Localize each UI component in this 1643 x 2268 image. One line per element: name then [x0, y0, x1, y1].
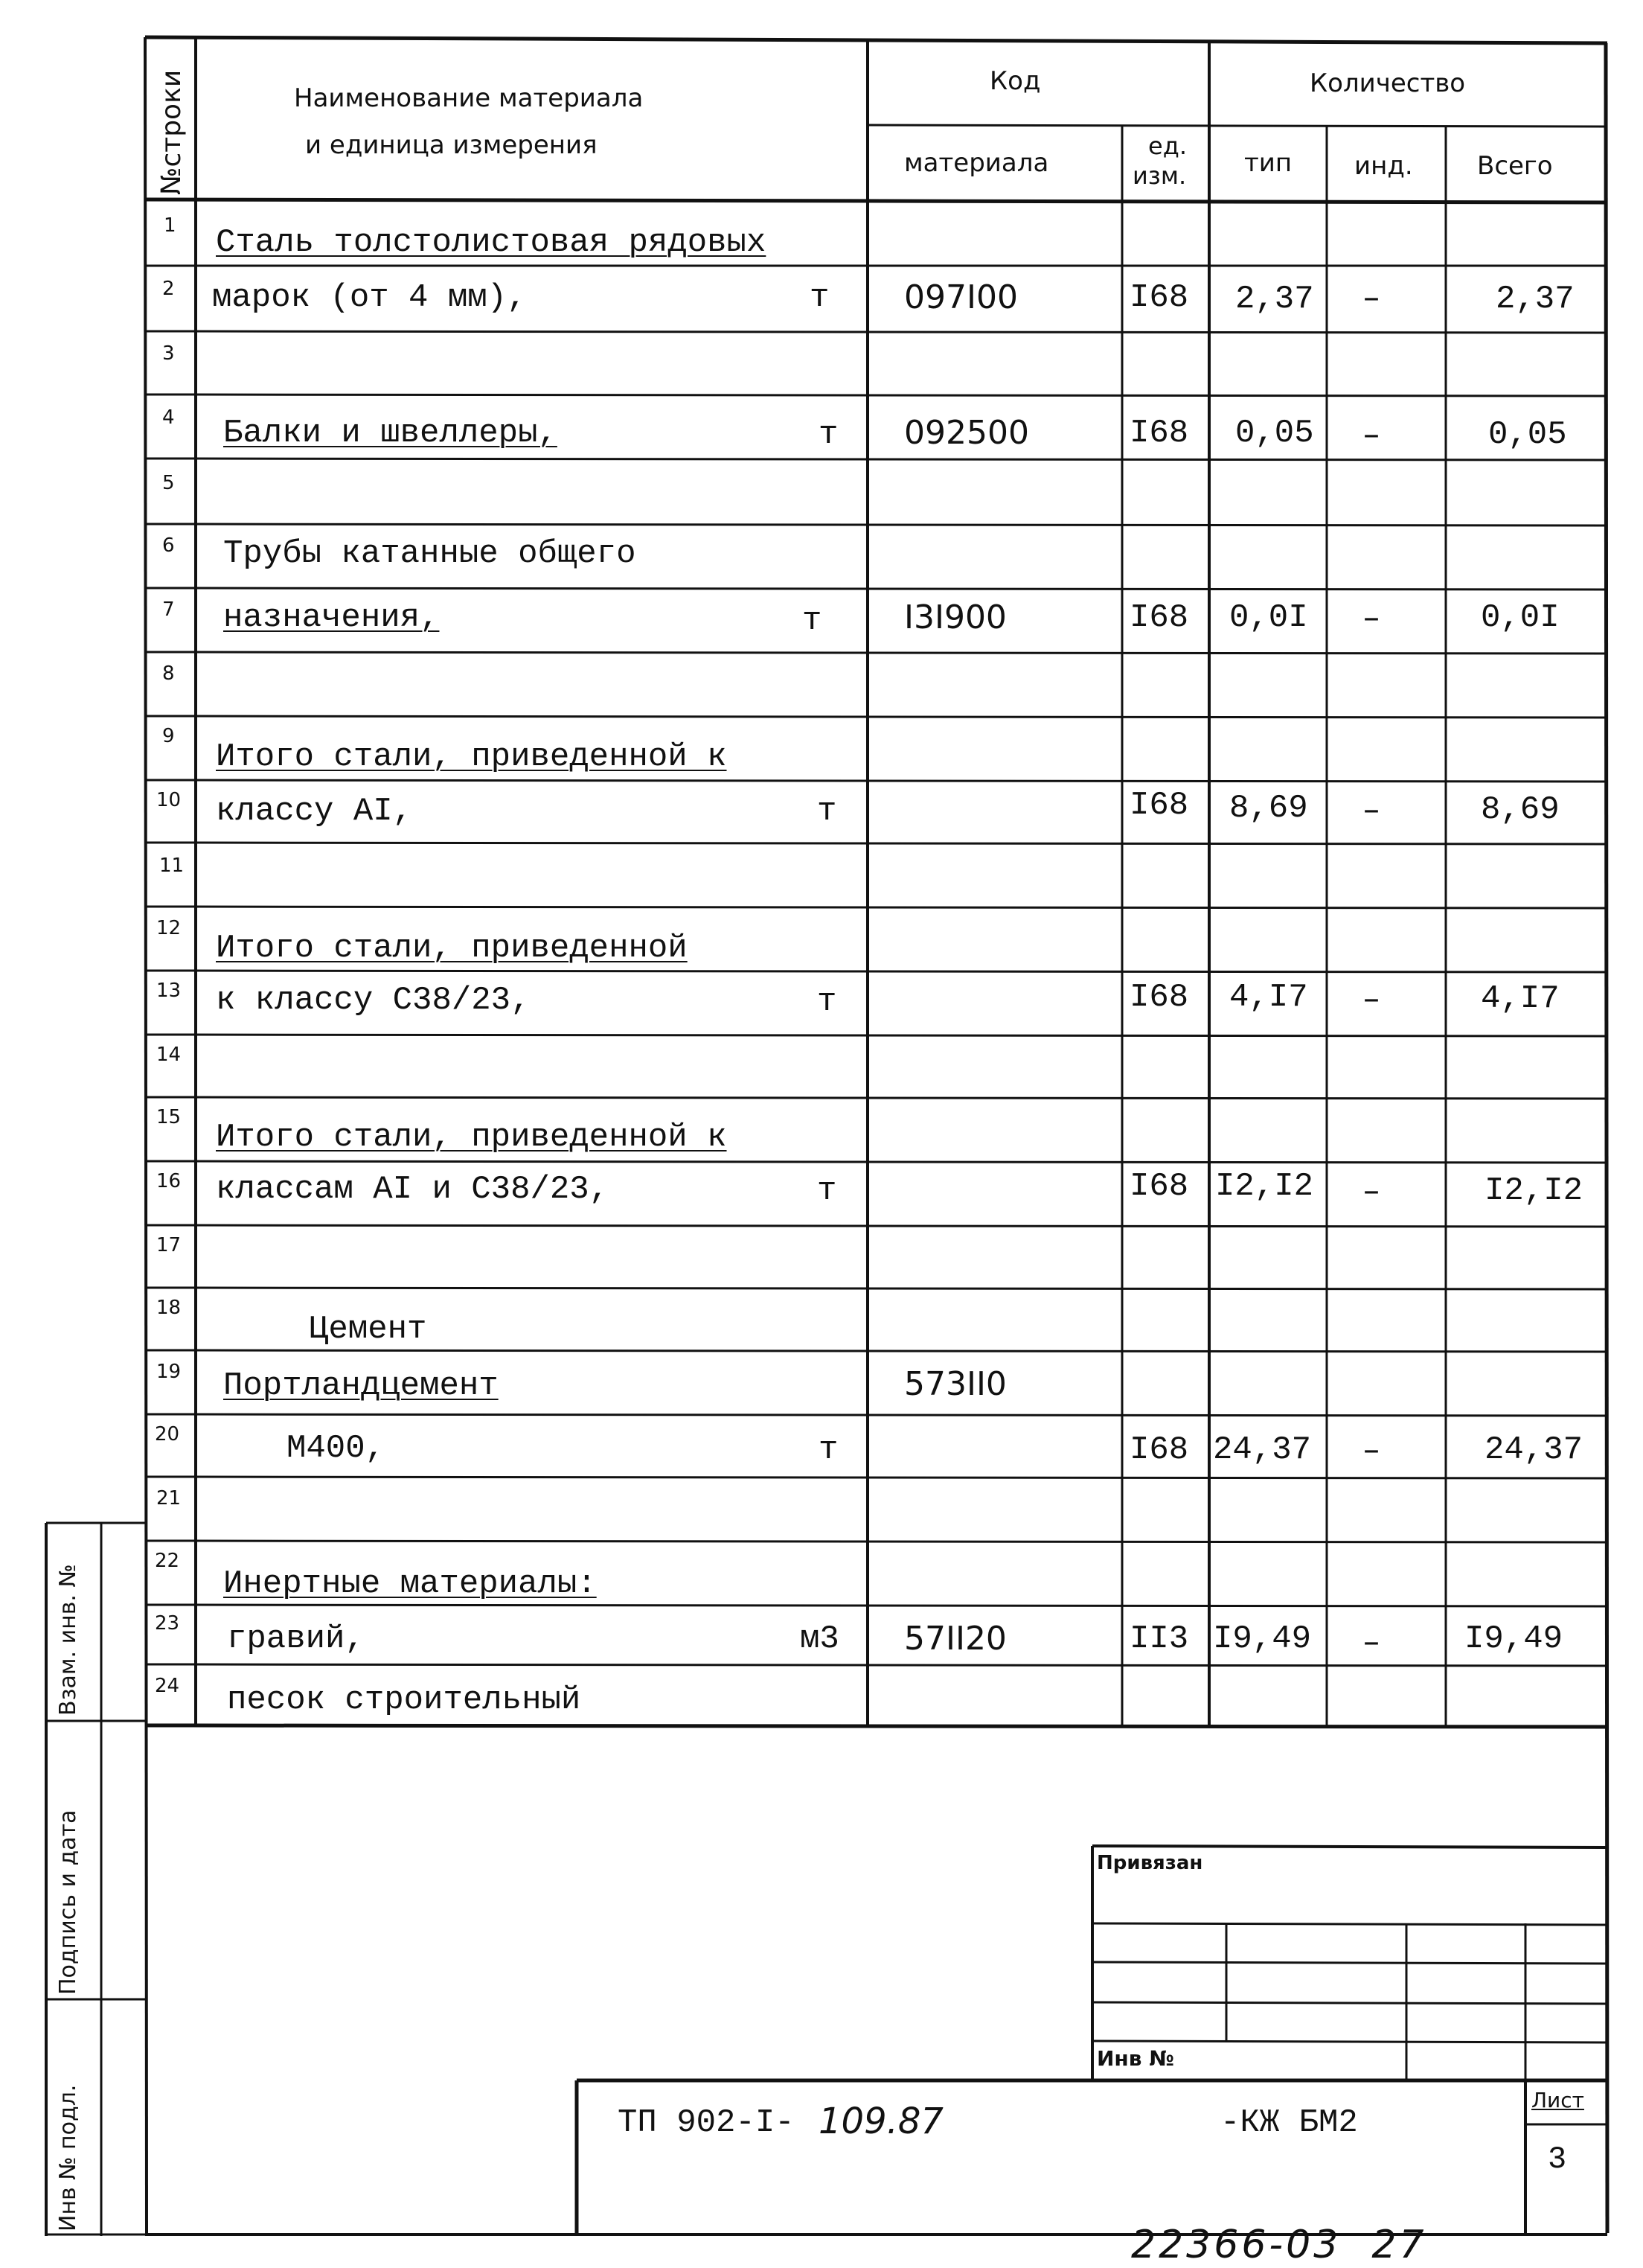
row-number: 6 — [162, 534, 175, 557]
privyazan-label: Привязан — [1097, 1852, 1203, 1874]
header-code-unit-2: изм. — [1133, 162, 1187, 190]
header-code-group: Код — [990, 66, 1041, 96]
qty-ind: – — [1363, 1431, 1380, 1469]
unit-code: II3 — [1130, 1620, 1189, 1658]
material-name: к классу С38/23, — [216, 982, 531, 1019]
unit-mark: т — [810, 279, 830, 316]
material-name: Итого стали, приведенной — [216, 930, 688, 967]
material-name: марок (от 4 мм), — [212, 279, 527, 316]
qty-typ: I2,I2 — [1215, 1168, 1314, 1205]
qty-total: 24,37 — [1485, 1431, 1583, 1469]
qty-typ: I9,49 — [1213, 1620, 1312, 1658]
material-code: 57II20 — [904, 1620, 1007, 1658]
row-number: 14 — [156, 1044, 182, 1066]
qty-ind: – — [1363, 980, 1380, 1018]
row-number: 18 — [156, 1297, 182, 1319]
unit-code: I68 — [1130, 279, 1189, 316]
qty-ind: – — [1363, 598, 1380, 636]
unit-mark: т — [819, 416, 839, 453]
archive-number: 22366-03 27 — [1131, 2223, 1427, 2267]
row-number: 15 — [156, 1106, 182, 1128]
row-number: 11 — [159, 855, 185, 877]
row-number: 20 — [155, 1423, 180, 1446]
row-number: 7 — [162, 598, 175, 621]
qty-typ: 0,0I — [1229, 599, 1308, 636]
material-name: классу AI, — [216, 793, 413, 830]
material-name: Инертные материалы: — [223, 1565, 597, 1603]
unit-code: I68 — [1130, 1168, 1189, 1205]
qty-total: I2,I2 — [1485, 1172, 1583, 1210]
qty-total: I9,49 — [1464, 1620, 1563, 1658]
material-code: 573II0 — [904, 1365, 1007, 1403]
row-number: 24 — [155, 1675, 180, 1697]
unit-mark: т — [802, 602, 822, 639]
unit-mark: т — [817, 983, 837, 1020]
row-number: 1 — [164, 214, 176, 237]
qty-total: 2,37 — [1496, 281, 1575, 318]
qty-ind: – — [1363, 278, 1380, 316]
qty-ind: – — [1363, 1623, 1380, 1661]
doc-suffix: -КЖ БМ2 — [1220, 2104, 1358, 2141]
unit-code: I68 — [1130, 979, 1189, 1016]
header-qty-total: Всего — [1477, 151, 1553, 181]
row-number: 10 — [156, 789, 182, 811]
stamp-inv-podl: Инв № подл. — [55, 2084, 81, 2232]
material-code: I3I900 — [904, 598, 1007, 636]
sheet-number: 3 — [1548, 2141, 1567, 2177]
header-row-number: №строки — [156, 69, 187, 195]
stamp-vzam-inv: Взам. инв. № — [55, 1564, 81, 1716]
row-number: 19 — [156, 1361, 182, 1383]
stamp-podpis-data: Подпись и дата — [55, 1809, 81, 1995]
sheet-label: Лист — [1531, 2088, 1584, 2112]
qty-typ: 24,37 — [1213, 1431, 1312, 1469]
qty-ind: – — [1363, 415, 1380, 453]
unit-code: I68 — [1130, 1431, 1189, 1469]
row-number: 17 — [156, 1234, 182, 1256]
qty-total: 0,0I — [1481, 599, 1560, 636]
row-number: 4 — [162, 406, 175, 429]
unit-code: I68 — [1130, 599, 1189, 636]
unit-mark: т — [817, 793, 837, 830]
material-name: Трубы катанные общего — [223, 535, 636, 572]
qty-ind: – — [1363, 790, 1380, 828]
qty-total: 8,69 — [1481, 791, 1560, 828]
qty-total: 4,I7 — [1481, 980, 1560, 1018]
unit-code: I68 — [1130, 787, 1189, 824]
material-name: назначения, — [223, 599, 440, 636]
row-number: 2 — [162, 278, 175, 300]
material-name: гравий, — [227, 1620, 365, 1658]
material-name: Портландцемент — [223, 1367, 499, 1405]
material-name: Итого стали, приведенной к — [216, 738, 727, 776]
unit-mark: м3 — [800, 1620, 839, 1658]
unit-mark: т — [819, 1431, 839, 1469]
qty-total: 0,05 — [1488, 416, 1567, 453]
header-code-unit-1: ед. — [1148, 132, 1187, 160]
material-code: 092500 — [904, 414, 1029, 452]
material-name: Итого стали, приведенной к — [216, 1119, 727, 1156]
material-name: М400, — [286, 1430, 385, 1467]
header-name-line1: Наименование материала — [294, 83, 644, 113]
row-number: 21 — [156, 1487, 182, 1510]
doc-code-number: 109.87 — [819, 2101, 944, 2142]
material-name: песок строительный — [227, 1681, 581, 1719]
header-qty-typ: тип — [1244, 148, 1293, 178]
qty-typ: 2,37 — [1235, 281, 1314, 318]
row-number: 23 — [155, 1612, 180, 1635]
header-code-material: материала — [904, 148, 1049, 178]
row-number: 3 — [162, 342, 175, 365]
header-qty-ind: инд. — [1354, 151, 1413, 181]
unit-mark: т — [817, 1172, 837, 1210]
row-number: 13 — [156, 980, 182, 1002]
doc-code: ТП 902-I- — [618, 2104, 795, 2141]
inv-no-label: Инв № — [1097, 2046, 1174, 2071]
row-number: 22 — [155, 1550, 180, 1572]
row-number: 5 — [162, 472, 175, 494]
row-number: 9 — [162, 725, 175, 747]
qty-ind: – — [1363, 1172, 1380, 1210]
header-name-line2: и единица измерения — [305, 130, 598, 160]
qty-typ: 8,69 — [1229, 790, 1308, 827]
row-number: 8 — [162, 662, 175, 685]
material-name: Балки и швеллеры, — [223, 415, 557, 452]
unit-code: I68 — [1130, 415, 1189, 452]
qty-typ: 0,05 — [1235, 415, 1314, 452]
material-name: Цемент — [309, 1311, 427, 1348]
row-number: 12 — [156, 917, 182, 939]
header-qty-group: Количество — [1310, 68, 1466, 98]
qty-typ: 4,I7 — [1229, 979, 1308, 1016]
material-code: 097I00 — [904, 278, 1018, 316]
material-name: Сталь толстолистовая рядовых — [216, 224, 766, 261]
material-name: классам AI и С38/23, — [216, 1171, 609, 1208]
row-number: 16 — [156, 1170, 182, 1192]
